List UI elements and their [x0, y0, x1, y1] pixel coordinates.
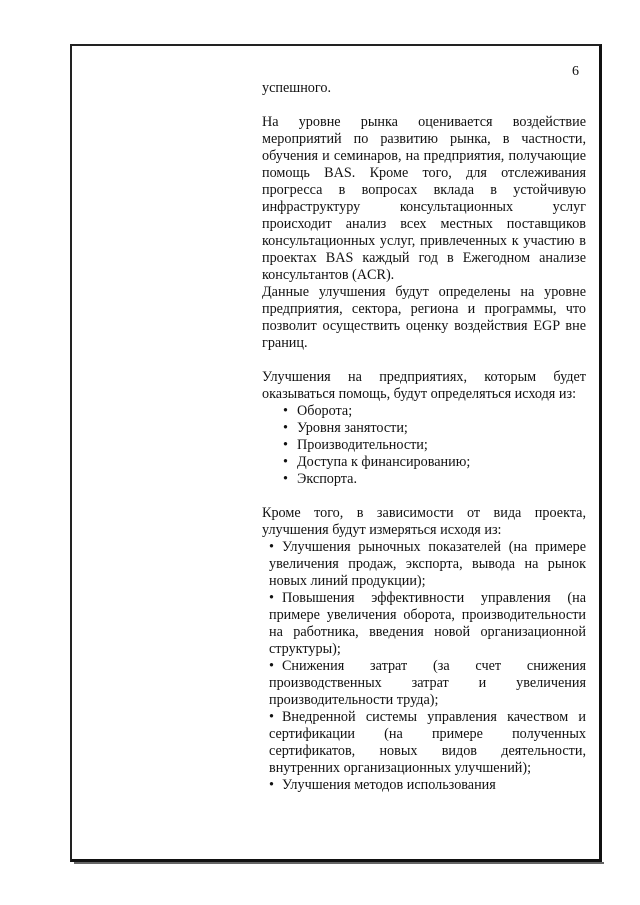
- list-item: • Оборота;: [283, 403, 586, 420]
- paragraph-data-improvements: Данные улучшения будут определены на уровне предприятия, сектора, региона и программы, что позволит осуществить оценку воздействия EGP вне границ.: [262, 284, 586, 351]
- list-item: • Доступа к финансированию;: [283, 454, 586, 471]
- list-item: • Уровня занятости;: [283, 420, 586, 437]
- list-item: • Производительности;: [283, 437, 586, 454]
- list-item: [262, 709, 586, 777]
- list-item: [262, 777, 586, 794]
- list-item: [262, 590, 586, 658]
- bullet-icon: •: [269, 777, 274, 793]
- paragraph-project-type: Кроме того, в зависимости от вида проекта, улучшения будут измеряться исходя из:: [262, 505, 586, 538]
- bullet-icon: •: [269, 658, 274, 674]
- paragraph-enterprise-improvements: Улучшения на предприятиях, которым будет оказываться помощь, будут определяться исходя из:: [262, 369, 586, 402]
- list-item: [262, 539, 586, 590]
- page-border-shadow: [74, 862, 604, 864]
- bullet-icon: •: [269, 590, 274, 606]
- bullet-icon: •: [269, 539, 274, 555]
- paragraph-continuation: успешного.: [262, 80, 331, 96]
- list-item-text: Повышения эффективности управления (на примере увеличения оборота, производительности на работника, введения новой организационной структуры);: [269, 590, 586, 657]
- indicator-list: [262, 403, 586, 488]
- list-item-text: Внедренной системы управления качеством и сертификации (на примере полученных сертификатов, новых видов деятельности, внутренних организационных улучшений);: [269, 709, 586, 776]
- list-item-text: Снижения затрат (за счет снижения производственных затрат и увеличения производительности труда);: [269, 658, 586, 708]
- document-body: [262, 80, 586, 794]
- list-item-text: Улучшения рыночных показателей (на примере увеличения продаж, экспорта, вывода на рынок новых линий продукции);: [269, 539, 586, 589]
- bullet-icon: •: [269, 709, 274, 725]
- page-number: 6: [572, 64, 579, 79]
- list-item-text: Улучшения методов использования: [281, 777, 496, 793]
- paragraph-market-level: На уровне рынка оценивается воздействие мероприятий по развитию рынка, в частности, обучения и семинаров, на предприятия, получающие помощь BAS. Кроме того, для отслеживания прогресса в вопросах вклада в устойчивую инфраструктуру консультационных услуг происходит анализ всех местных поставщиков консультационных услуг, привлеченных к участию в проектах BAS каждый год в Ежегодном анализе консультантов (ACR).: [262, 114, 586, 283]
- list-item: • Экспорта.: [283, 471, 586, 488]
- list-item: [262, 658, 586, 709]
